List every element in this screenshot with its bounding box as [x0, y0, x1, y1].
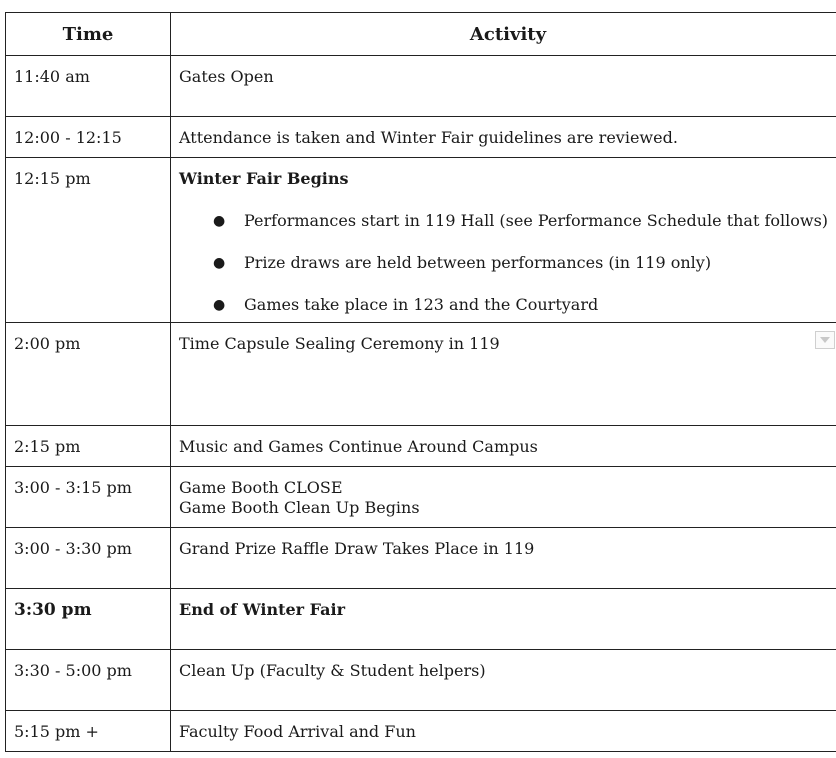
- table-row: [6, 56, 836, 117]
- dropdown-button[interactable]: [815, 331, 835, 349]
- activity-cell: Music and Games Continue Around Campus: [171, 426, 836, 467]
- activity-cell: Clean Up (Faculty & Student helpers): [171, 650, 836, 711]
- list-item: ● Prize draws are held between performances (in 119 only): [213, 253, 712, 272]
- time-cell: 12:00 - 12:15: [6, 117, 171, 158]
- activity-cell: Faculty Food Arrival and Fun: [171, 711, 836, 752]
- bullet-icon: ●: [213, 213, 226, 229]
- bullet-icon: ●: [213, 255, 226, 271]
- activity-cell: Grand Prize Raffle Draw Takes Place in 119: [171, 528, 836, 589]
- chevron-down-icon: [820, 337, 830, 343]
- table-row: [6, 589, 836, 650]
- time-cell: 5:15 pm +: [6, 711, 171, 752]
- time-cell: 3:30 pm: [6, 589, 171, 650]
- activity-cell: Game Booth CLOSE Game Booth Clean Up Begins: [171, 467, 836, 528]
- table-row: [6, 323, 836, 426]
- schedule-table: [5, 12, 836, 752]
- list-item: ● Games take place in 123 and the Courtyard: [213, 295, 599, 314]
- activity-cell: [171, 158, 836, 323]
- table-row: [6, 711, 836, 752]
- time-cell: 3:00 - 3:15 pm: [6, 467, 171, 528]
- time-cell: 11:40 am: [6, 56, 171, 117]
- table-row: [6, 650, 836, 711]
- header-row: [6, 13, 836, 56]
- table-row: [6, 117, 836, 158]
- bullet-list: [179, 211, 836, 315]
- list-item: ● Performances start in 119 Hall (see Performance Schedule that follows): [213, 211, 829, 230]
- section-heading: Winter Fair Begins: [179, 169, 349, 188]
- time-cell: 2:15 pm: [6, 426, 171, 467]
- activity-cell: End of Winter Fair: [171, 589, 836, 650]
- table-row: [6, 426, 836, 467]
- table-row: [6, 467, 836, 528]
- activity-column-header: Activity: [171, 13, 836, 56]
- table-row: [6, 528, 836, 589]
- time-cell: 2:00 pm: [6, 323, 171, 426]
- activity-cell: Time Capsule Sealing Ceremony in 119: [171, 323, 836, 426]
- time-cell: 3:30 - 5:00 pm: [6, 650, 171, 711]
- activity-cell: Attendance is taken and Winter Fair guidelines are reviewed.: [171, 117, 836, 158]
- time-column-header: Time: [6, 13, 171, 56]
- table-row: [6, 158, 836, 323]
- activity-cell: Gates Open: [171, 56, 836, 117]
- time-cell: 3:00 - 3:30 pm: [6, 528, 171, 589]
- bullet-icon: ●: [213, 297, 226, 313]
- time-cell: 12:15 pm: [6, 158, 171, 323]
